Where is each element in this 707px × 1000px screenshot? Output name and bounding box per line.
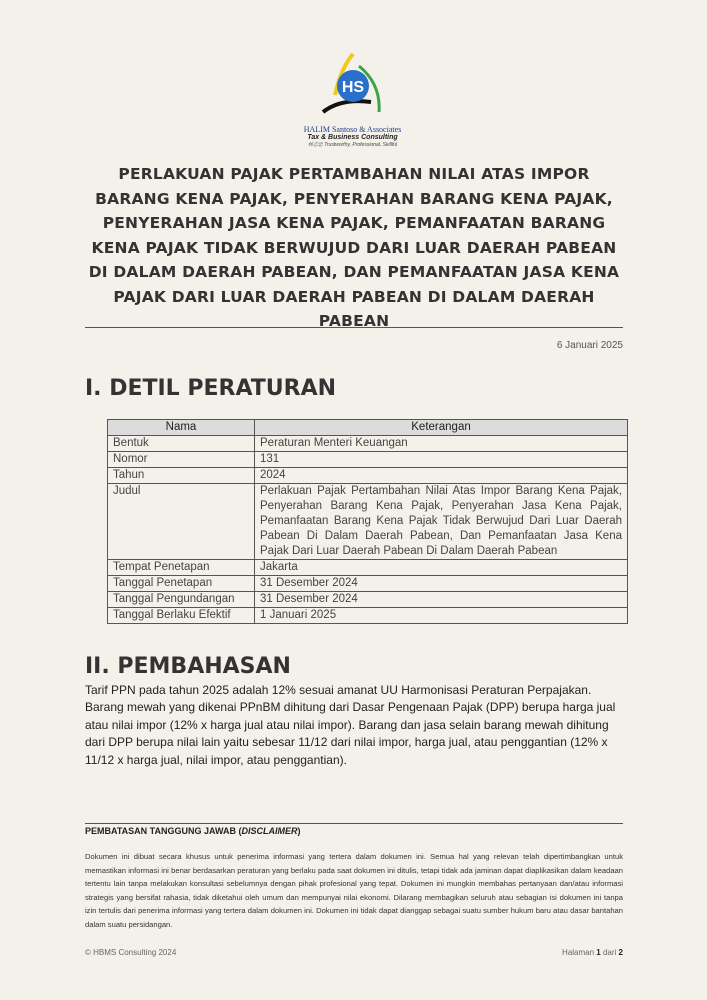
title-divider bbox=[85, 327, 623, 328]
row-value: 2024 bbox=[255, 468, 628, 484]
row-value: Jakarta bbox=[255, 560, 628, 576]
row-label: Tempat Penetapan bbox=[108, 560, 255, 576]
page-prefix: Halaman bbox=[562, 948, 597, 957]
row-value: 31 Desember 2024 bbox=[255, 592, 628, 608]
row-label: Tanggal Berlaku Efektif bbox=[108, 608, 255, 624]
total-pages: 2 bbox=[618, 948, 623, 957]
logo-firm-name: HALIM Santoso & Associates bbox=[303, 125, 402, 134]
table-row bbox=[108, 608, 628, 624]
section-heading-detail: I. DETIL PERATURAN bbox=[85, 376, 337, 401]
table-row bbox=[108, 468, 628, 484]
logo-subtitle: Tax & Business Consulting bbox=[307, 134, 398, 141]
section-heading-discussion: II. PEMBAHASAN bbox=[85, 654, 291, 679]
current-page: 1 bbox=[596, 948, 601, 957]
table-row bbox=[108, 452, 628, 468]
table-row bbox=[108, 436, 628, 452]
row-value: 131 bbox=[255, 452, 628, 468]
disclaimer-title-text: PEMBATASAN TANGGUNG JAWAB ( bbox=[85, 826, 242, 836]
table-row bbox=[108, 576, 628, 592]
row-label: Bentuk bbox=[108, 436, 255, 452]
disclaimer-title-italic: DISCLAIMER bbox=[241, 826, 298, 836]
document-title: PERLAKUAN PAJAK PERTAMBAHAN NILAI ATAS IMPOR BARANG KENA PAJAK, PENYERAHAN BARANG KENA PAJAK, PENYERAHAN JASA KENA PAJAK, PEMANFAATAN BARANG KENA PAJAK TIDAK BERWUJUD DARI LUAR DAERAH PABEAN DI DALAM DAERAH PABEAN, DAN PEMANFAATAN JASA KENA PAJAK DARI LUAR DAERAH PABEAN DI DALAM DAERAH PABEAN bbox=[88, 165, 620, 330]
row-value: 1 Januari 2025 bbox=[255, 608, 628, 624]
row-label: Tanggal Penetapan bbox=[108, 576, 255, 592]
table-row bbox=[108, 484, 628, 560]
page-mid: dari bbox=[600, 948, 619, 957]
row-label: Nomor bbox=[108, 452, 255, 468]
table-row bbox=[108, 560, 628, 576]
disclaimer-title bbox=[85, 826, 301, 836]
disclaimer-divider bbox=[85, 823, 623, 824]
table-header-name: Nama bbox=[108, 420, 255, 436]
logo-tagline: 林志忠 Trustworthy, Professional, Skillful bbox=[307, 142, 398, 148]
disclaimer-text: Dokumen ini dibuat secara khusus untuk penerima informasi yang tertera dalam dokumen ini. Semua hal yang relevan telah dipertimbangkan untuk memastikan informasi ini benar berdasarkan peraturan yang berlaku pada saat dokumen ini ditulis, tetapi tidak ada jaminan dapat diaplikasikan dalam keadaan tertentu lain tanpa melakukan konsultasi sebelumnya dengan pihak profesional yang tepat. Dokumen ini mungkin membahas pertanyaan dan/atau informasi strategis yang bersifat rahasia, tidak diketahui oleh umum dan mempunyai nilai ekonomi. Dilarang membagikan seluruh atau sebagian isi dokumen ini tanpa izin tertulis dari penerima informasi yang tertera dalam dokumen ini. Dokumen ini tidak dapat dianggap sebagai suatu sumber hukum baru atau dasar bantahan dalam suatu persidangan. bbox=[85, 852, 623, 929]
row-value: Perlakuan Pajak Pertambahan Nilai Atas Impor Barang Kena Pajak, Penyerahan Barang Kena Pajak, Penyerahan Jasa Kena Pajak, Pemanfaatan Barang Kena Pajak Tidak Berwujud Dari Luar Daerah Pabean Di Dalam Daerah Pabean, Dan Pemanfaatan Jasa Kena Pajak Dari Luar Daerah Pabean Di Dalam Daerah Pabean bbox=[255, 484, 628, 560]
globe-logo-icon bbox=[313, 50, 393, 118]
table-row bbox=[108, 592, 628, 608]
row-value: Peraturan Menteri Keuangan bbox=[255, 436, 628, 452]
footer-copyright: © HBMS Consulting 2024 bbox=[85, 948, 177, 957]
company-logo bbox=[285, 50, 420, 150]
row-label: Tanggal Pengundangan bbox=[108, 592, 255, 608]
disclaimer-title-end: ) bbox=[297, 826, 301, 836]
footer-page-number bbox=[562, 948, 623, 957]
row-label: Tahun bbox=[108, 468, 255, 484]
discussion-paragraph: Tarif PPN pada tahun 2025 adalah 12% sesuai amanat UU Harmonisasi Peraturan Perpajakan. Barang mewah yang dikenai PPnBM dihitung dari Dasar Pengenaan Pajak (DPP) berupa harga jual atau nilai impor (12% x harga jual atau nilai impor). Barang dan jasa selain barang mewah dihitung dari DPP berupa nilai lain yaitu sebesar 11/12 dari nilai impor, harga jual, atau penggantian (12% x 11/12 x harga jual, nilai impor, atau penggantian). bbox=[85, 683, 616, 767]
svg-text:HS: HS bbox=[341, 79, 364, 96]
row-label: Judul bbox=[108, 484, 255, 560]
regulation-details-table bbox=[107, 419, 628, 624]
row-value: 31 Desember 2024 bbox=[255, 576, 628, 592]
document-date: 6 Januari 2025 bbox=[556, 340, 623, 351]
table-header-description: Keterangan bbox=[255, 420, 628, 436]
